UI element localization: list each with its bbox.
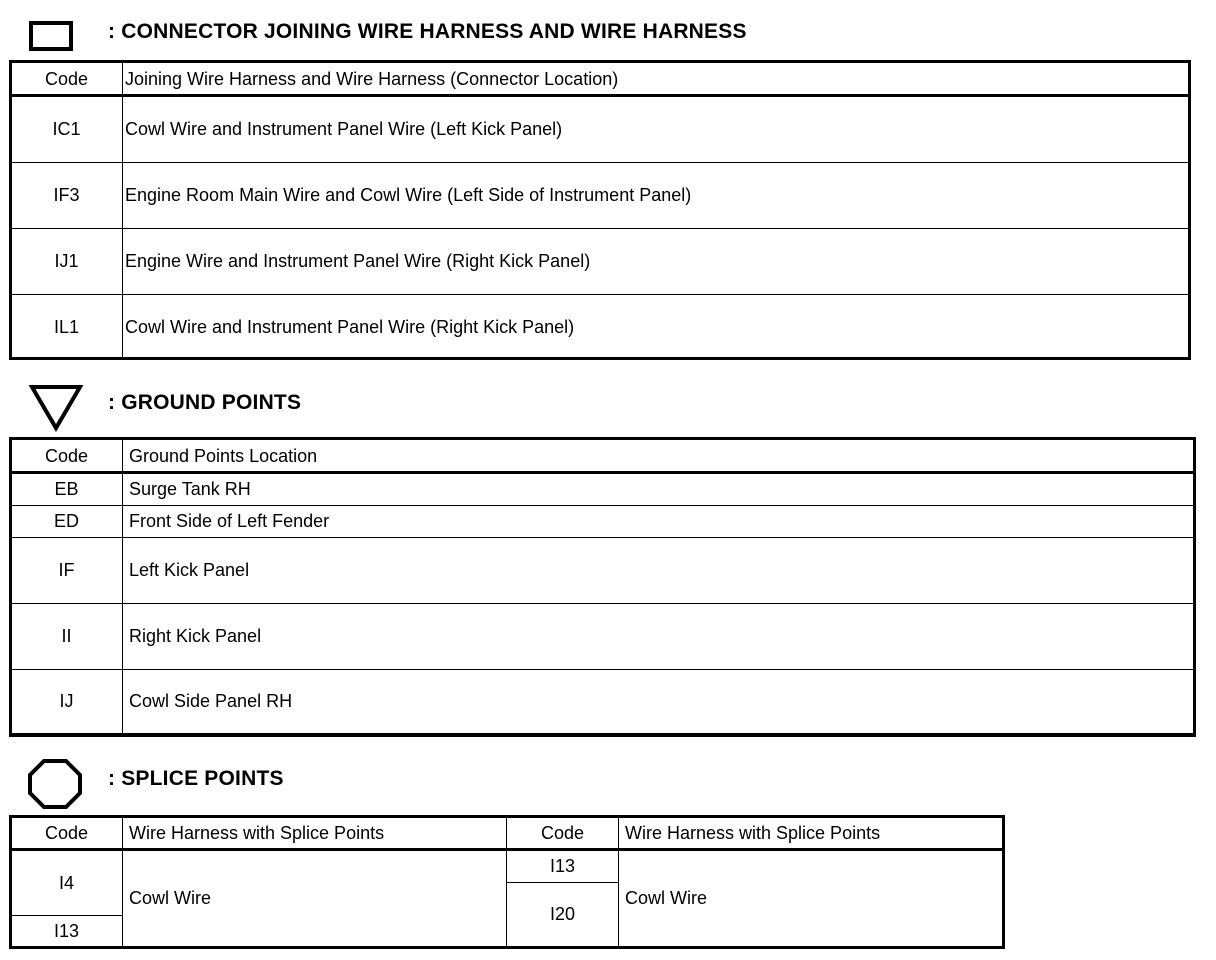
connector-desc: Cowl Wire and Instrument Panel Wire (Left Kick Panel) — [123, 97, 1191, 163]
splice-desc: Cowl Wire — [619, 851, 1005, 947]
connector-code-header: Code — [11, 62, 123, 97]
splice-code: I13 — [507, 851, 619, 883]
splice-code: I13 — [11, 916, 123, 947]
ground-desc: Front Side of Left Fender — [123, 506, 1195, 538]
down-triangle-icon — [28, 382, 84, 432]
splice-desc: Cowl Wire — [123, 851, 507, 947]
connector-desc: Cowl Wire and Instrument Panel Wire (Right Kick Panel) — [123, 295, 1191, 360]
table-row — [11, 506, 1195, 538]
table-row — [11, 670, 1195, 734]
table-row — [11, 851, 1005, 883]
splice-desc-header: Wire Harness with Splice Points — [619, 817, 1005, 851]
ground-desc: Cowl Side Panel RH — [123, 670, 1195, 734]
connector-table — [10, 61, 1191, 360]
ground-desc-header: Ground Points Location — [123, 439, 1195, 474]
connector-code: IJ1 — [11, 229, 123, 295]
ground-section-title: : GROUND POINTS — [108, 391, 302, 414]
connector-desc-header: Joining Wire Harness and Wire Harness (Connector Location) — [123, 62, 1191, 97]
ground-section-heading — [0, 378, 1216, 428]
connector-desc: Engine Wire and Instrument Panel Wire (Right Kick Panel) — [123, 229, 1191, 295]
ground-code: ED — [11, 506, 123, 538]
ground-desc: Surge Tank RH — [123, 474, 1195, 506]
table-row — [11, 604, 1195, 670]
splice-section-title: : SPLICE POINTS — [108, 767, 284, 790]
splice-table — [10, 816, 1005, 947]
ground-table — [10, 438, 1195, 734]
octagon-outline-icon — [27, 758, 83, 810]
ground-desc: Left Kick Panel — [123, 538, 1195, 604]
connector-section-heading — [0, 10, 1216, 60]
splice-code: I4 — [11, 851, 123, 916]
table-row — [11, 295, 1191, 360]
table-row — [11, 474, 1195, 506]
splice-code: I20 — [507, 883, 619, 947]
square-outline-icon — [28, 20, 76, 54]
connector-code: IC1 — [11, 97, 123, 163]
ground-code-header: Code — [11, 439, 123, 474]
ground-code: IJ — [11, 670, 123, 734]
connector-code: IF3 — [11, 163, 123, 229]
table-row — [11, 229, 1191, 295]
table-row — [11, 97, 1191, 163]
splice-code-header: Code — [11, 817, 123, 851]
ground-desc: Right Kick Panel — [123, 604, 1195, 670]
splice-code-header: Code — [507, 817, 619, 851]
ground-code: EB — [11, 474, 123, 506]
splice-desc-header: Wire Harness with Splice Points — [123, 817, 507, 851]
table-row — [11, 163, 1191, 229]
connector-code: IL1 — [11, 295, 123, 360]
connector-section-title: : CONNECTOR JOINING WIRE HARNESS AND WIRE HARNESS — [108, 20, 747, 43]
connector-desc: Engine Room Main Wire and Cowl Wire (Left Side of Instrument Panel) — [123, 163, 1191, 229]
ground-table-header — [11, 439, 1195, 474]
splice-section-heading — [0, 754, 1216, 804]
ground-code: IF — [11, 538, 123, 604]
ground-code: II — [11, 604, 123, 670]
splice-table-header — [11, 817, 1005, 851]
connector-table-header — [11, 62, 1191, 97]
table-row — [11, 538, 1195, 604]
